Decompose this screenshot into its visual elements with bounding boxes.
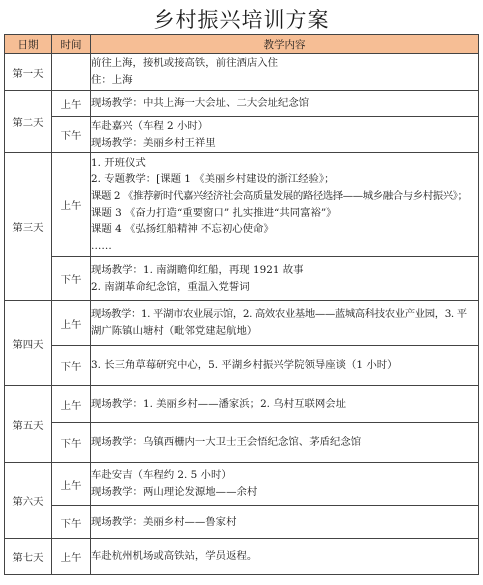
session-content <box>91 386 479 423</box>
session-time: 下午 <box>52 257 91 301</box>
table-row <box>5 386 479 423</box>
session-time: 上午 <box>52 91 91 117</box>
content-line: 现场教学：美丽乡村——鲁家村 <box>91 515 237 528</box>
content-line: 2. 南湖革命纪念馆，重温入党誓词 <box>91 280 250 293</box>
header-date: 日期 <box>5 35 52 54</box>
table-row <box>5 117 479 153</box>
session-time: 上午 <box>52 463 91 506</box>
table-row <box>5 423 479 463</box>
content-line: 现场教学：美丽乡村王祥里 <box>91 136 216 149</box>
table-row <box>5 153 479 257</box>
session-time: 下午 <box>52 423 91 463</box>
schedule-table <box>4 34 479 575</box>
page-title: 乡村振兴培训方案 <box>153 8 330 32</box>
content-line: …… <box>91 239 112 252</box>
content-line: 现场教学：中共上海一大会址、二大会址纪念馆 <box>91 97 310 110</box>
session-time: 上午 <box>52 301 91 346</box>
day-label: 第二天 <box>5 91 52 153</box>
day-label: 第五天 <box>5 386 52 463</box>
content-line: 现场教学：1. 美丽乡村——潘家浜；2. 乌村互联网会址 <box>91 397 347 410</box>
table-row <box>5 506 479 539</box>
session-time: 下午 <box>52 346 91 386</box>
content-line: 1. 开班仪式 <box>91 156 146 169</box>
session-content <box>91 463 479 506</box>
table-row <box>5 301 479 346</box>
session-content <box>91 117 479 153</box>
header-time: 时间 <box>52 35 91 54</box>
table-row <box>5 257 479 301</box>
session-time: 下午 <box>52 506 91 539</box>
session-time: 上午 <box>52 539 91 575</box>
session-content <box>91 539 479 575</box>
session-time: 上午 <box>52 386 91 423</box>
content-line: 现场教学：乌镇西栅内一大卫士王会悟纪念馆、茅盾纪念馆 <box>91 436 362 449</box>
session-content <box>91 346 479 386</box>
content-line: 车赴安吉（车程约 2. 5 小时） <box>91 469 232 482</box>
content-line: 课题 3 《奋力打造“重要窗口” 扎实推进“共同富裕”》 <box>91 206 337 219</box>
content-line: 车赴嘉兴（车程 2 小时） <box>91 119 209 132</box>
content-line: 课题 2 《推荐新时代嘉兴经济社会高质量发展的路径选择——城乡融合与乡村振兴》； <box>91 189 468 202</box>
day-label: 第七天 <box>5 539 52 575</box>
table-row <box>5 54 479 91</box>
content-line: 住：上海 <box>91 74 133 86</box>
day-label: 第三天 <box>5 153 52 301</box>
session-content <box>91 257 479 301</box>
content-line: 湖广陈镇山塘村（毗邻党建起航地） <box>91 325 258 337</box>
session-content <box>91 506 479 539</box>
content-line: 车赴杭州机场或高铁站，学员返程。 <box>91 550 258 563</box>
content-line: 现场教学：1. 平湖市农业展示馆，2. 高效农业基地——蓝城高科技农业产业园，3. 平 <box>91 308 467 321</box>
table-row <box>5 463 479 506</box>
session-time: 上午 <box>52 153 91 257</box>
header-content: 教学内容 <box>91 35 479 54</box>
content-line: 前往上海，接机或接高铁，前往酒店入住 <box>91 57 279 70</box>
day-label: 第六天 <box>5 463 52 539</box>
content-line: 现场教学：1. 南湖瞻仰红船，再现 1921 故事 <box>91 263 304 276</box>
day-label: 第一天 <box>5 54 52 91</box>
session-time <box>52 54 91 91</box>
session-content <box>91 301 479 346</box>
content-line: 现场教学：两山理论发源地——余村 <box>91 486 258 498</box>
content-line: 3. 长三角草莓研究中心，5. 平湖乡村振兴学院领导座谈（1 小时） <box>91 359 398 372</box>
session-content <box>91 91 479 117</box>
content-line: 2. 专题教学：[课题 1 《美丽乡村建设的浙江经验》； <box>91 173 335 186</box>
day-label: 第四天 <box>5 301 52 386</box>
table-row <box>5 91 479 117</box>
session-time: 下午 <box>52 117 91 153</box>
header-row <box>5 35 479 54</box>
session-content <box>91 423 479 463</box>
table-row <box>5 539 479 575</box>
session-content <box>91 153 479 257</box>
content-line: 课题 4 《弘扬红船精神 不忘初心使命》 <box>91 223 274 236</box>
session-content <box>91 54 479 91</box>
table-row <box>5 346 479 386</box>
